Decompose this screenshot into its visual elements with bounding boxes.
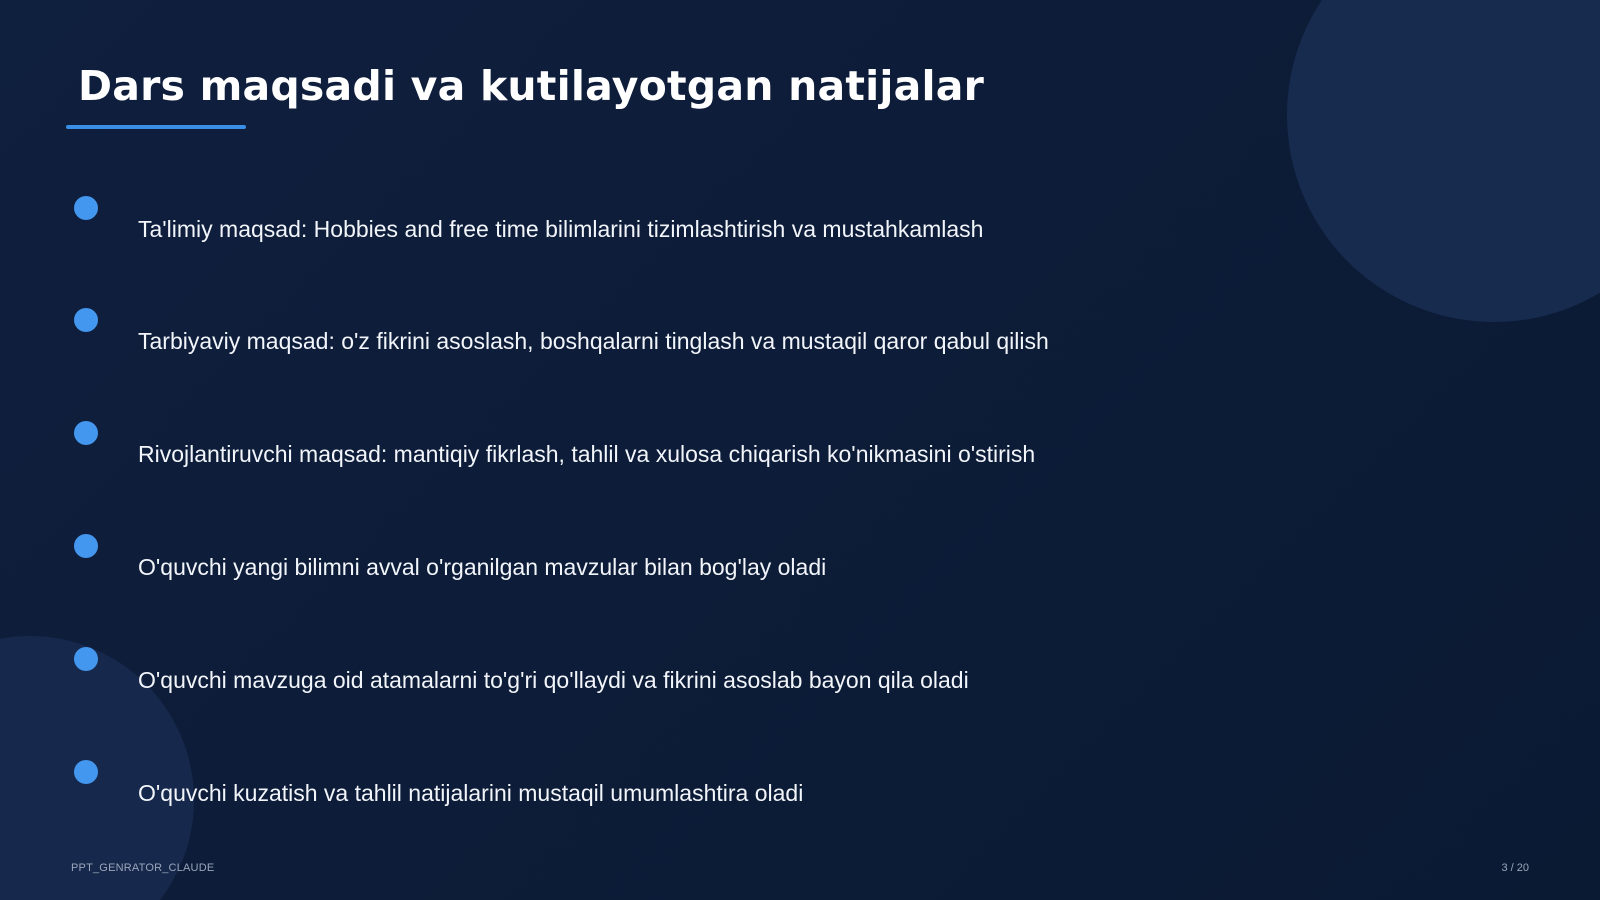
slide-title: Dars maqsadi va kutilayotgan natijalar (78, 62, 985, 110)
objective-item (0, 647, 1180, 707)
objective-text: Tarbiyaviy maqsad: o'z fikrini asoslash, boshqalarni tinglash va mustaqil qaror qabul qilish (138, 328, 1049, 354)
objective-item (0, 421, 1180, 481)
objective-item (0, 534, 1180, 594)
objective-text: O'quvchi mavzuga oid atamalarni to'g'ri qo'llaydi va fikrini asoslab bayon qila oladi (138, 667, 969, 693)
bullet-dot (74, 196, 98, 220)
bullet-dot (74, 534, 98, 558)
footer-brand: PPT_GENRATOR_CLAUDE (71, 862, 215, 874)
objective-item (0, 308, 1180, 368)
objective-text: Rivojlantiruvchi maqsad: mantiqiy fikrlash, tahlil va xulosa chiqarish ko'nikmasini o'stirish (138, 441, 1036, 467)
title-underline (66, 125, 246, 129)
bullet-dot (74, 308, 98, 332)
objective-item (0, 196, 1180, 256)
bullet-dot (74, 421, 98, 445)
decorative-circle-top-right (1287, 0, 1600, 322)
bullet-dot (74, 647, 98, 671)
page-number: 3 / 20 (1501, 862, 1529, 874)
objective-text: O'quvchi kuzatish va tahlil natijalarini mustaqil umumlashtira oladi (138, 780, 804, 806)
objective-item (0, 760, 1180, 820)
bullet-dot (74, 760, 98, 784)
objective-text: O'quvchi yangi bilimni avval o'rganilgan mavzular bilan bog'lay oladi (138, 554, 827, 580)
objective-text: Ta'limiy maqsad: Hobbies and free time bilimlarini tizimlashtirish va mustahkamlash (138, 216, 984, 242)
